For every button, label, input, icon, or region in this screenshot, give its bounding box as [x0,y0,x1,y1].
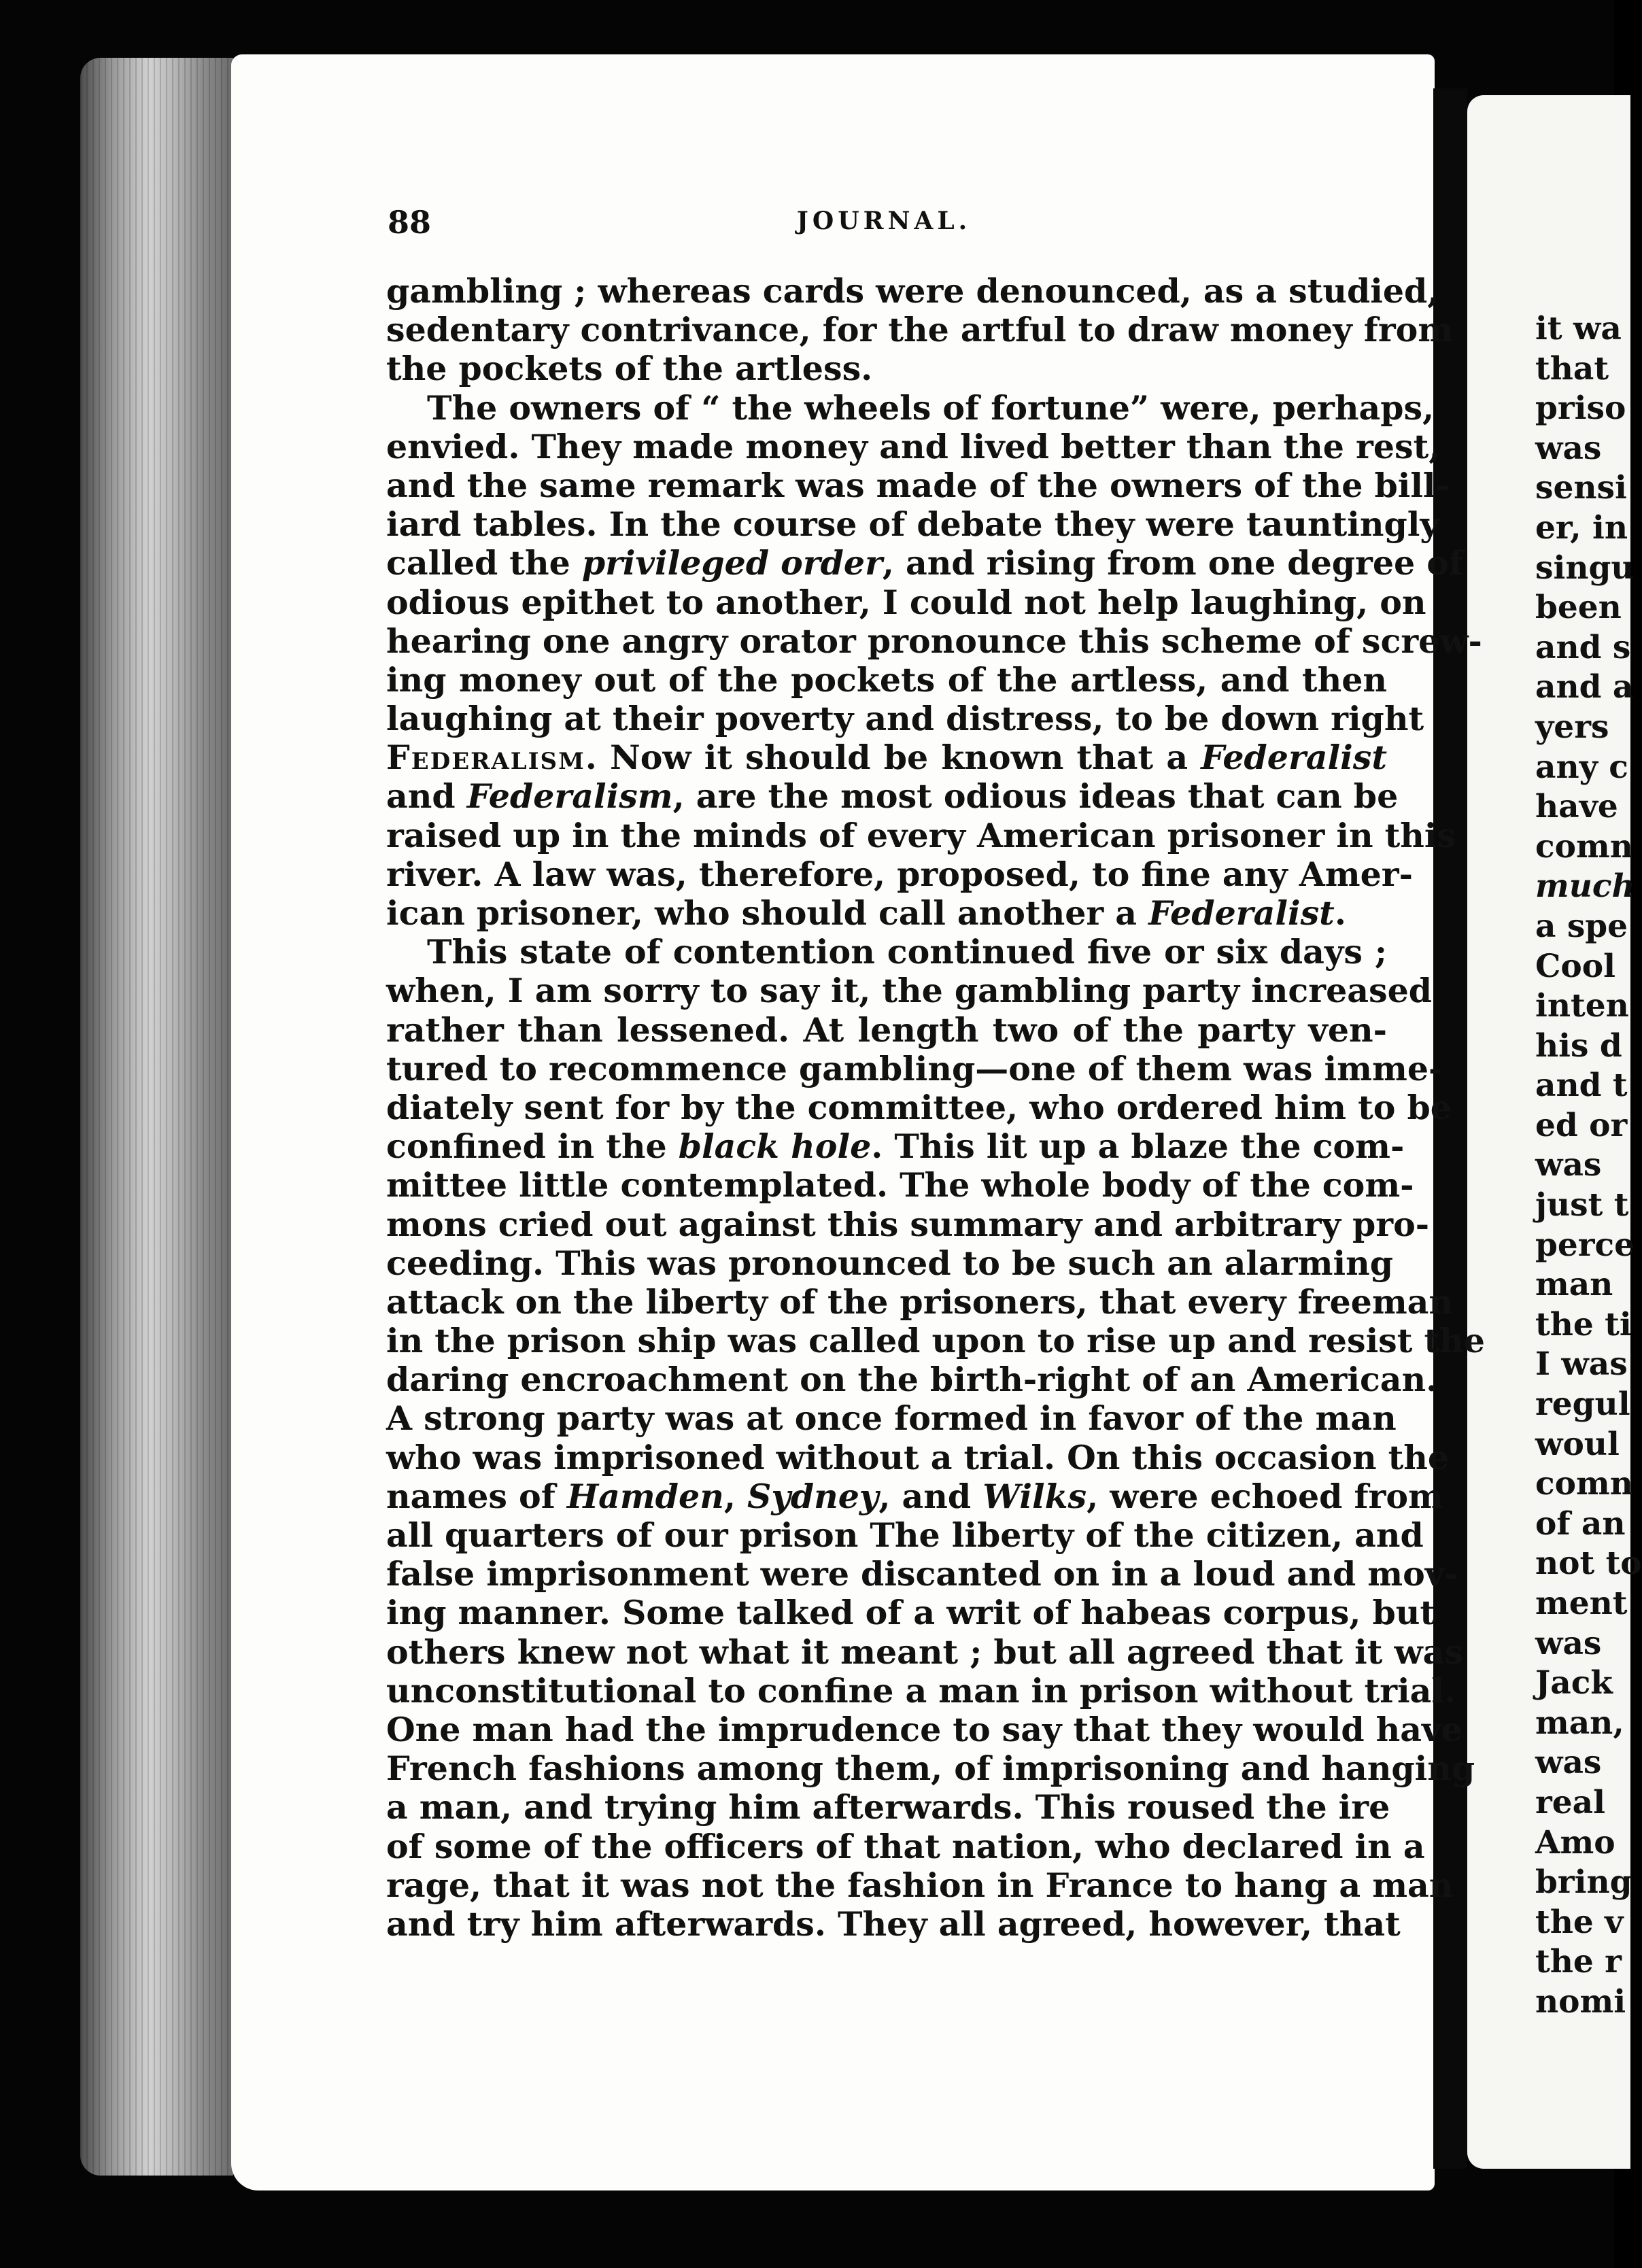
book-gutter [1433,88,1467,2169]
text-line: others knew not what it meant ; but all agreed that it was [386,1632,1464,1672]
text-line: A strong party was at once formed in favor of the man [386,1398,1397,1439]
text-line: One man had the imprudence to say that they would have [386,1709,1463,1749]
fragment-line: was [1535,1624,1602,1662]
fragment-line: was [1535,429,1602,467]
page-stack-edge [80,58,233,2176]
fragment-line: regul [1535,1386,1630,1424]
fragment-line: a spe [1535,907,1628,945]
text-line: daring encroachment on the birth-right of an American. [386,1360,1438,1400]
fragment-line: and a [1535,668,1634,706]
fragment-line: er, in [1535,509,1628,547]
text-line: all quarters of our prison The liberty of the citizen, and [386,1515,1424,1555]
italic-name: Hamden [566,1476,724,1516]
text-line: mittee little contemplated. The whole body of the com- [386,1165,1414,1205]
text-line: unconstitutional to confine a man in prison without trial. [386,1670,1456,1711]
body-text [386,271,1485,1944]
fragment-line: just t [1535,1186,1629,1224]
small-caps-word: Federalism [386,738,585,778]
paragraph-start: The owners of “ the wheels of fortune” were, perhaps, [427,388,1435,428]
text-line: tured to recommence gambling—one of them was imme- [386,1048,1443,1088]
text-line: sedentary contrivance, for the artful to draw money from [386,310,1454,350]
fragment-line: sensi [1535,469,1627,507]
fragment-line: nomi [1535,1982,1626,2021]
fragment-line: Jack [1535,1664,1613,1702]
fragment-line: it wa [1535,310,1622,347]
fragment-line: and t [1535,1067,1628,1105]
italic-name: Sydney [747,1476,879,1516]
text-line: names of Hamden, Sydney, and Wilks, were echoed from [386,1476,1443,1516]
fragment-line: been [1535,589,1622,627]
text-line: rather than lessened. At length two of the party ven- [386,1010,1387,1050]
text-line: envied. They made money and lived better than the rest, [386,426,1441,466]
fragment-line: ed or [1535,1106,1628,1144]
fragment-line: the v [1535,1903,1624,1941]
page-number: 88 [388,204,432,241]
fragment-line: yers [1535,708,1609,746]
text-line: and try him afterwards. They all agreed, however, that [386,1904,1401,1944]
text-line: diately sent for by the committee, who ordered him to be [386,1087,1452,1127]
fragment-line: Cool [1535,947,1615,985]
text-line: when, I am sorry to say it, the gambling party increased [386,971,1433,1011]
text-line: odious epithet to another, I could not help laughing, on [386,582,1426,622]
fragment-line: any c [1535,748,1628,786]
italic-phrase: Federalist [1148,893,1335,933]
text-line: and the same remark was made of the owners of the bill- [386,465,1450,505]
fragment-line: bring [1535,1863,1632,1902]
fragment-line: was [1535,1744,1602,1782]
fragment-line: that [1535,349,1609,388]
text-line: ing money out of the pockets of the artless, and then [386,659,1387,700]
fragment-line: comn [1535,827,1633,865]
text-line: rage, that it was not the fashion in France to hang a man [386,1865,1454,1905]
fragment-line: not to [1535,1545,1642,1583]
fragment-line: was [1535,1146,1602,1184]
text-line: laughing at their poverty and distress, to be down right [386,699,1424,739]
text-line: false imprisonment were discanted on in a loud and mov- [386,1554,1458,1594]
text-line: hearing one angry orator pronounce this scheme of screw- [386,621,1482,661]
paragraph-start: This state of contention continued five or six days ; [427,932,1387,972]
italic-phrase: black hole [678,1127,872,1167]
text-line: called the privileged order, and rising from one degree of [386,543,1463,583]
text-line: confined in the black hole. This lit up a blaze the com- [386,1127,1405,1167]
fragment-line: Amo [1535,1823,1615,1861]
text-line: French fashions among them, of imprisoning and hanging [386,1749,1475,1789]
fragment-line: perce [1535,1226,1635,1264]
text-line: and Federalism, are the most odious ideas that can be [386,776,1399,817]
text-line: Federalism. Now it should be known that a Federalist [386,738,1387,778]
fragment-line: have [1535,788,1618,826]
fragment-line: much [1535,867,1635,906]
fragment-line: his d [1535,1027,1622,1065]
fragment-line: woul [1535,1425,1620,1463]
text-line: a man, and trying him afterwards. This roused the ire [386,1787,1390,1827]
fragment-line: man [1535,1266,1613,1304]
fragment-line: real [1535,1783,1605,1821]
running-head: JOURNAL. [796,207,972,235]
text-line: raised up in the minds of every American prisoner in this [386,815,1456,855]
italic-phrase: Federalist [1201,738,1387,778]
fragment-line: inten [1535,987,1629,1025]
fragment-line: singu [1535,549,1635,587]
text-line: river. A law was, therefore, proposed, to fine any Amer- [386,854,1413,894]
fragment-line: comn [1535,1465,1633,1503]
text-line: of some of the officers of that nation, who declared in a [386,1826,1425,1866]
text-line: the pockets of the artless. [386,349,873,389]
fragment-line: of an [1535,1505,1626,1543]
italic-phrase: Federalism [466,776,673,817]
italic-phrase: privileged order [581,543,883,583]
fragment-line: and s [1535,628,1631,666]
fragment-line: man, [1535,1704,1624,1742]
fragment-line: the ti [1535,1305,1632,1343]
text-line: iard tables. In the course of debate they were tauntingly [386,504,1439,545]
fragment-line: priso [1535,390,1626,428]
text-line: who was imprisoned without a trial. On this occasion the [386,1437,1450,1477]
text-line: ican prisoner, who should call another a Federalist. [386,893,1346,933]
text-line: gambling ; whereas cards were denounced, as a studied, [386,271,1439,311]
text-line: ceeding. This was pronounced to be such an alarming [386,1243,1393,1283]
next-page-text-fragment [1535,309,1642,2023]
text-line: attack on the liberty of the prisoners, that every freeman [386,1282,1454,1322]
fragment-line: ment [1535,1585,1628,1622]
fragment-line: I was [1535,1345,1628,1384]
text-line: ing manner. Some talked of a writ of habeas corpus, but [386,1593,1436,1633]
text-line: in the prison ship was called upon to rise up and resist the [386,1321,1485,1361]
italic-name: Wilks [982,1476,1087,1516]
text-line: mons cried out against this summary and arbitrary pro- [386,1204,1430,1244]
page-header [388,204,1380,245]
fragment-line: the r [1535,1943,1622,1981]
